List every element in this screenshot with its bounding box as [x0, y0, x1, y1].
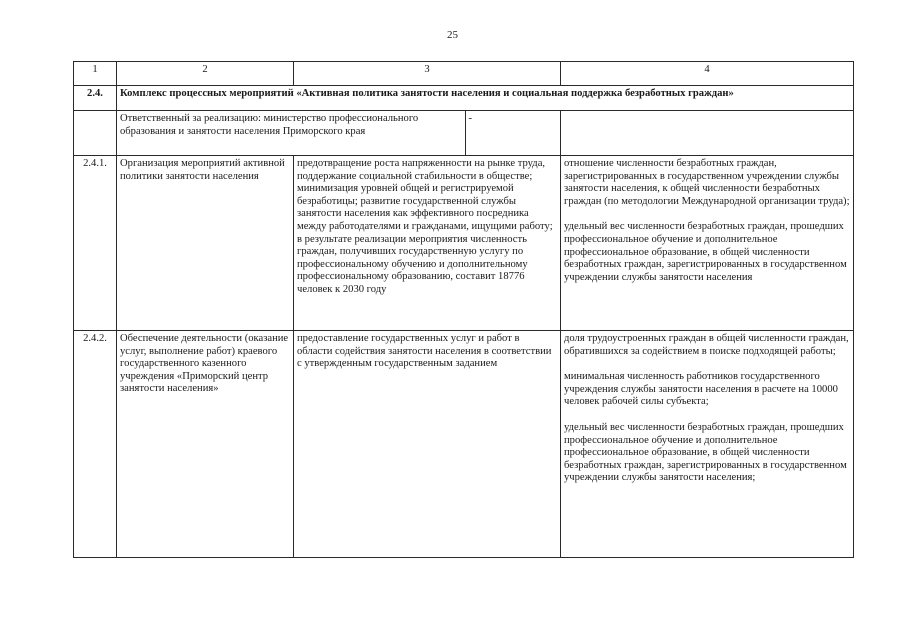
measure-name: Организация мероприятий активной политики занятости населения	[117, 156, 294, 331]
responsible-cell	[117, 111, 561, 156]
section-title: Комплекс процессных мероприятий «Активная политика занятости населения и социальная поддержка безработных граждан»	[117, 86, 854, 111]
column-header-3: 3	[294, 62, 561, 86]
indicator-item: минимальная численность работников государственного учреждения службы занятости населения в расчете на 10000 человек рабочей силы субъекта;	[564, 371, 838, 408]
indicator-item: удельный вес численности безработных граждан, прошедших профессиональное обучение и дополнительное профессиональное образование, в общей численности безработных граждан, зарегистрированных в государственном учреждении службы занятости населения;	[564, 421, 847, 484]
measure-name: Обеспечение деятельности (оказание услуг, выполнение работ) краевого государственного казенного учреждения «Приморский центр занятости населения»	[117, 331, 294, 558]
responsible-text: Ответственный за реализацию: министерство профессионального образования и занятости населения Приморского края	[117, 111, 465, 155]
table-header-row	[74, 62, 854, 86]
row-number: 2.4.1.	[74, 156, 117, 331]
indicator-item: доля трудоустроенных граждан в общей численности граждан, обратившихся за содействием в поиске подходящей работы;	[564, 333, 849, 357]
responsible-empty-cell-4	[561, 111, 854, 156]
table-row	[74, 156, 854, 331]
section-row	[74, 86, 854, 111]
column-header-4: 4	[561, 62, 854, 86]
responsible-empty-cell	[74, 111, 117, 156]
measure-indicators	[561, 331, 854, 558]
responsible-row	[74, 111, 854, 156]
measure-indicators	[561, 156, 854, 331]
row-number: 2.4.2.	[74, 331, 117, 558]
indicator-item: отношение численности безработных граждан, зарегистрированных в государственном учреждении службы занятости населения, к общей численности безработных граждан (по методологии Международной организации труда);	[564, 158, 850, 207]
section-number: 2.4.	[74, 86, 117, 111]
measure-result: предоставление государственных услуг и работ в области содействия занятости населения в соответствии с утвержденным государственным заданием	[294, 331, 561, 558]
responsible-inner	[117, 111, 560, 155]
indicator-item: удельный вес численности безработных граждан, прошедших профессиональное обучение и дополнительное профессиональное образование, в общей численности безработных граждан, зарегистрированных в государственном учреждении службы занятости населения	[564, 221, 847, 283]
responsible-value: -	[468, 113, 473, 124]
table-row	[74, 331, 854, 558]
page-number: 25	[447, 29, 458, 41]
column-header-2: 2	[117, 62, 294, 86]
column-header-1: 1	[74, 62, 117, 86]
measure-result: предотвращение роста напряженности на рынке труда, поддержание социальной стабильности в обществе; минимизация уровней общей и регистрируемой безработицы; развитие государственной службы занятости населения как эффективного посредника между работодателями и гражданами, ищущими работу; в результате реализации мероприятия численность граждан, получивших государственную услугу по профессиональному обучению и дополнительному профессиональному образованию, составит 18776 человек к 2030 году	[294, 156, 561, 331]
measures-table	[73, 61, 854, 558]
